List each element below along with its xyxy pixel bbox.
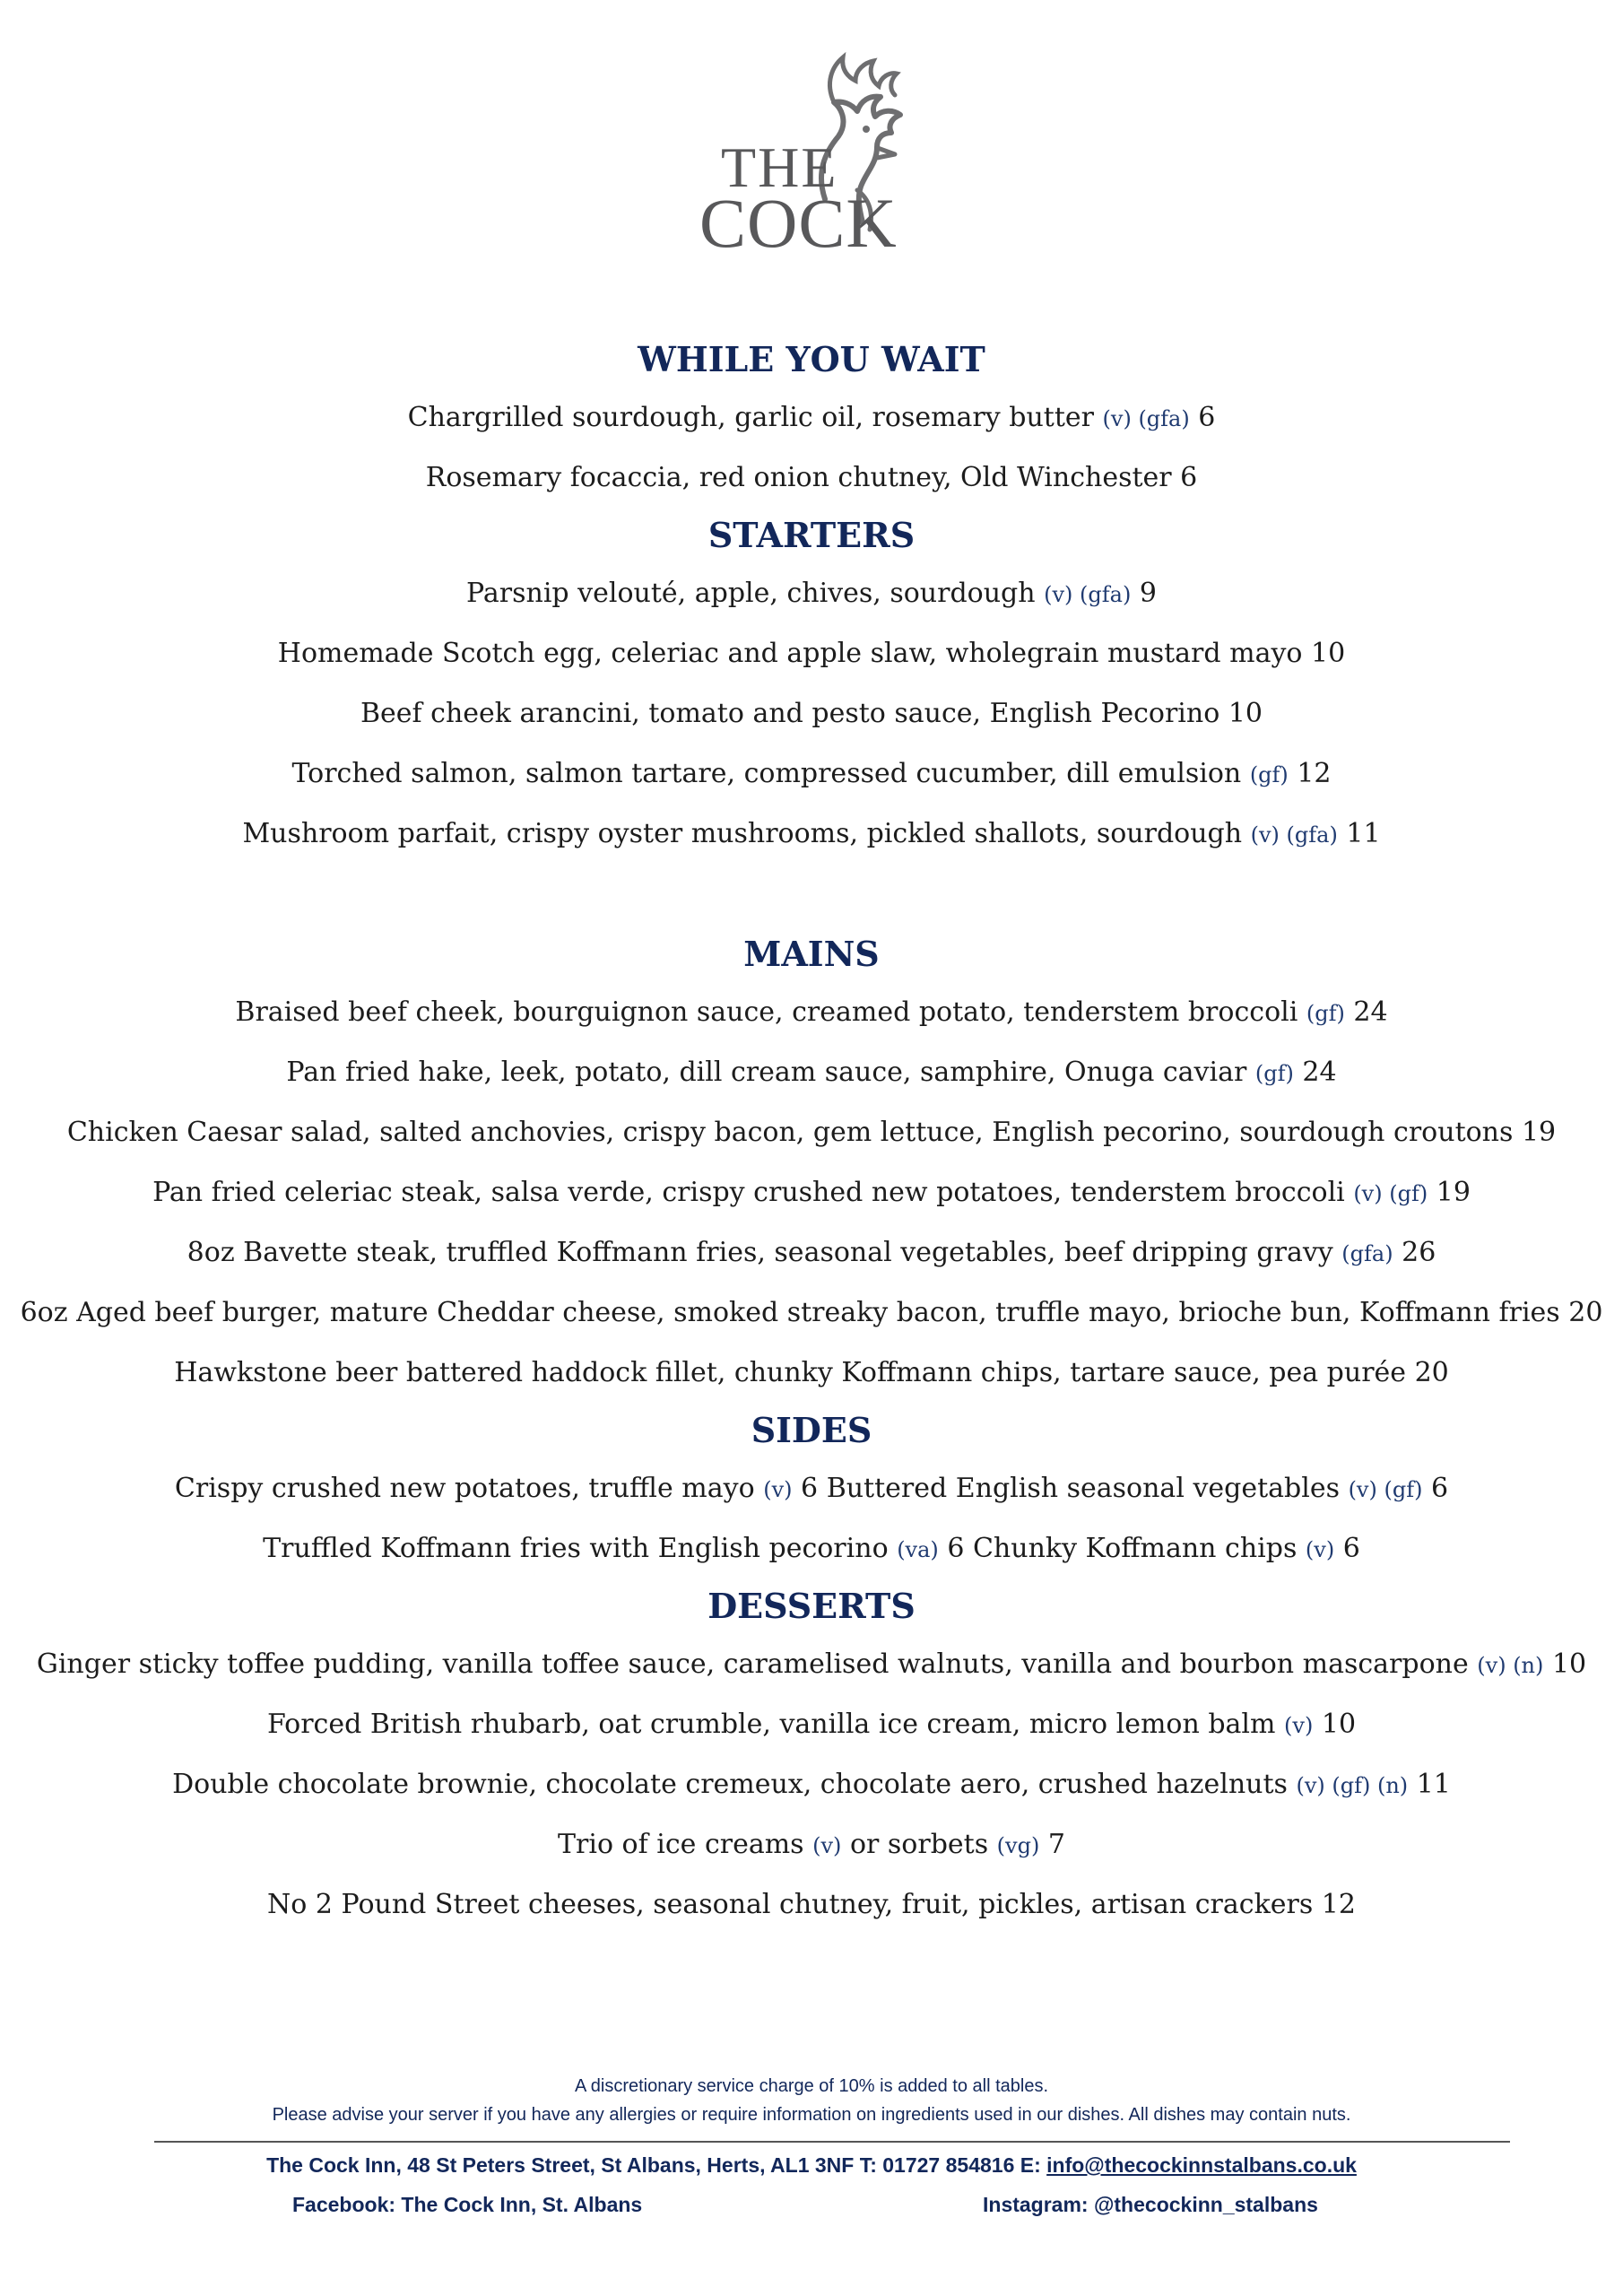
- item-price: 24: [1353, 996, 1388, 1028]
- item-name: Homemade Scotch egg, celeriac and apple slaw, wholegrain mustard mayo: [277, 638, 1303, 669]
- item-price: 11: [1416, 1769, 1451, 1800]
- item-price: 6: [1180, 462, 1198, 493]
- item-name: 8oz Bavette steak, truffled Koffmann fries, seasonal vegetables, beef dripping gravy: [187, 1237, 1333, 1268]
- menu-item: [0, 1283, 1623, 1343]
- item-price: 10: [1228, 698, 1263, 729]
- item-name: Crispy crushed new potatoes, truffle mayo: [174, 1473, 755, 1504]
- section-title-sides: SIDES: [751, 1410, 872, 1450]
- dietary-tags: (v) (gfa): [1044, 582, 1132, 607]
- section-title-desserts: DESSERTS: [707, 1586, 916, 1626]
- dietary-tags: (v) (gf): [1353, 1181, 1428, 1206]
- dietary-tags: (v) (gfa): [1102, 406, 1190, 431]
- menu-item: [0, 804, 1623, 864]
- item-name: Chunky Koffmann chips: [972, 1533, 1298, 1564]
- item-price: 10: [1551, 1648, 1587, 1680]
- dietary-tags: (v): [812, 1833, 842, 1858]
- dietary-tags: (v) (gf): [1348, 1477, 1423, 1502]
- item-price: 20: [1414, 1357, 1449, 1388]
- item-price: 20: [1568, 1297, 1603, 1328]
- section-title-starters: STARTERS: [707, 515, 916, 555]
- menu-item: [0, 1102, 1623, 1162]
- menu-item: [0, 683, 1623, 744]
- logo-word-cock: COCK: [699, 184, 898, 262]
- item-price: 6: [801, 1473, 819, 1504]
- allergy-note: Please advise your server if you have any allergies or require information on ingredients used in our dishes. All dishes may contain nuts.: [272, 2105, 1351, 2125]
- instagram-link[interactable]: Instagram: @thecockinn_stalbans: [983, 2193, 1318, 2216]
- item-price: 10: [1321, 1709, 1357, 1740]
- item-name: Truffled Koffmann fries with English pecorino: [263, 1533, 889, 1564]
- item-price: 6: [947, 1533, 965, 1564]
- dietary-tags: (gf): [1306, 1001, 1345, 1026]
- menu-item: [0, 1754, 1623, 1814]
- item-name: Braised beef cheek, bourguignon sauce, creamed potato, tenderstem broccoli: [235, 996, 1298, 1028]
- item-name: Beef cheek arancini, tomato and pesto sauce, English Pecorino: [360, 698, 1220, 729]
- menu-item: [0, 1874, 1623, 1935]
- dietary-tags: (v): [763, 1477, 793, 1502]
- menu-item: [0, 1042, 1623, 1102]
- item-name: Double chocolate brownie, chocolate cremeux, chocolate aero, crushed hazelnuts: [172, 1769, 1288, 1800]
- item-price: 24: [1302, 1057, 1337, 1088]
- menu-item: [0, 1343, 1623, 1403]
- dietary-tags: (v) (gf) (n): [1296, 1773, 1409, 1798]
- item-name: Mushroom parfait, crispy oyster mushrooms, pickled shallots, sourdough: [242, 818, 1243, 849]
- item-name: Hawkstone beer battered haddock fillet, chunky Koffmann chips, tartare sauce, pea purée: [174, 1357, 1407, 1388]
- item-name: Ginger sticky toffee pudding, vanilla toffee sauce, caramelised walnuts, vanilla and bourbon mascarpone: [36, 1648, 1469, 1680]
- item-price: 6: [1198, 402, 1216, 433]
- menu-item: [0, 1222, 1623, 1283]
- item-price: 19: [1436, 1177, 1471, 1208]
- item-price: 9: [1139, 578, 1157, 609]
- menu-item: [0, 1634, 1623, 1694]
- logo-word-the: THE: [721, 135, 838, 199]
- dietary-tags: (gf): [1254, 1061, 1294, 1086]
- address-text: The Cock Inn, 48 St Peters Street, St Albans, Herts, AL1 3NF T: 01727 854816 E:: [266, 2153, 1041, 2177]
- menu-item: [0, 1458, 1623, 1518]
- item-price: 12: [1297, 758, 1332, 789]
- email-link[interactable]: info@thecockinnstalbans.co.uk: [1046, 2153, 1357, 2177]
- item-name: Pan fried hake, leek, potato, dill cream sauce, samphire, Onuga caviar: [286, 1057, 1247, 1088]
- dietary-tags: (gf): [1249, 762, 1289, 787]
- item-name: or sorbets: [849, 1829, 989, 1860]
- item-name: Chargrilled sourdough, garlic oil, rosemary butter: [407, 402, 1094, 433]
- dietary-tags: (va): [897, 1537, 939, 1562]
- dietary-tags: (v): [1305, 1537, 1335, 1562]
- item-name: 6oz Aged beef burger, mature Cheddar cheese, smoked streaky bacon, truffle mayo, brioche bun, Koffmann fries: [20, 1297, 1560, 1328]
- item-name: Torched salmon, salmon tartare, compressed cucumber, dill emulsion: [291, 758, 1242, 789]
- menu-item: [0, 1162, 1623, 1222]
- section-title-mains: MAINS: [743, 934, 880, 974]
- item-price: 10: [1311, 638, 1346, 669]
- logo: [690, 47, 942, 262]
- item-name: Buttered English seasonal vegetables: [826, 1473, 1341, 1504]
- item-price: 26: [1402, 1237, 1436, 1268]
- menu: [0, 332, 1623, 1935]
- menu-item: [0, 982, 1623, 1042]
- menu-item: [0, 448, 1623, 508]
- service-charge-note: A discretionary service charge of 10% is added to all tables.: [574, 2076, 1049, 2096]
- menu-item: [0, 1814, 1623, 1874]
- item-price: 7: [1047, 1829, 1065, 1860]
- item-name: Trio of ice creams: [558, 1829, 804, 1860]
- dietary-tags: (gfa): [1341, 1241, 1393, 1266]
- item-name: No 2 Pound Street cheeses, seasonal chutney, fruit, pickles, artisan crackers: [267, 1889, 1314, 1920]
- menu-item: [0, 387, 1623, 448]
- item-name: Parsnip velouté, apple, chives, sourdough: [466, 578, 1036, 609]
- menu-item: [0, 623, 1623, 683]
- dietary-tags: (v) (n): [1477, 1653, 1544, 1678]
- facebook-link[interactable]: Facebook: The Cock Inn, St. Albans: [292, 2193, 643, 2216]
- menu-item: [0, 1694, 1623, 1754]
- item-name: Pan fried celeriac steak, salsa verde, crispy crushed new potatoes, tenderstem broccoli: [152, 1177, 1345, 1208]
- dietary-tags: (v): [1284, 1713, 1314, 1738]
- item-price: 12: [1321, 1889, 1356, 1920]
- item-price: 6: [1342, 1533, 1360, 1564]
- item-name: Rosemary focaccia, red onion chutney, Old Winchester: [425, 462, 1172, 493]
- contact-line: [0, 2146, 1623, 2184]
- section-title-while-you-wait: WHILE YOU WAIT: [638, 339, 985, 379]
- menu-item: [0, 563, 1623, 623]
- menu-item: [0, 1518, 1623, 1578]
- menu-item: [0, 744, 1623, 804]
- item-name: Chicken Caesar salad, salted anchovies, crispy bacon, gem lettuce, English pecorino, sourdough croutons: [66, 1117, 1514, 1148]
- footer-divider: [154, 2141, 1510, 2143]
- dietary-tags: (v) (gfa): [1250, 822, 1338, 848]
- footer: [0, 2072, 1623, 2129]
- dietary-tags: (vg): [996, 1833, 1040, 1858]
- item-price: 11: [1346, 818, 1381, 849]
- item-name: Forced British rhubarb, oat crumble, vanilla ice cream, micro lemon balm: [266, 1709, 1276, 1740]
- item-price: 6: [1431, 1473, 1449, 1504]
- section-spacer: [0, 864, 1623, 926]
- item-price: 19: [1521, 1117, 1557, 1148]
